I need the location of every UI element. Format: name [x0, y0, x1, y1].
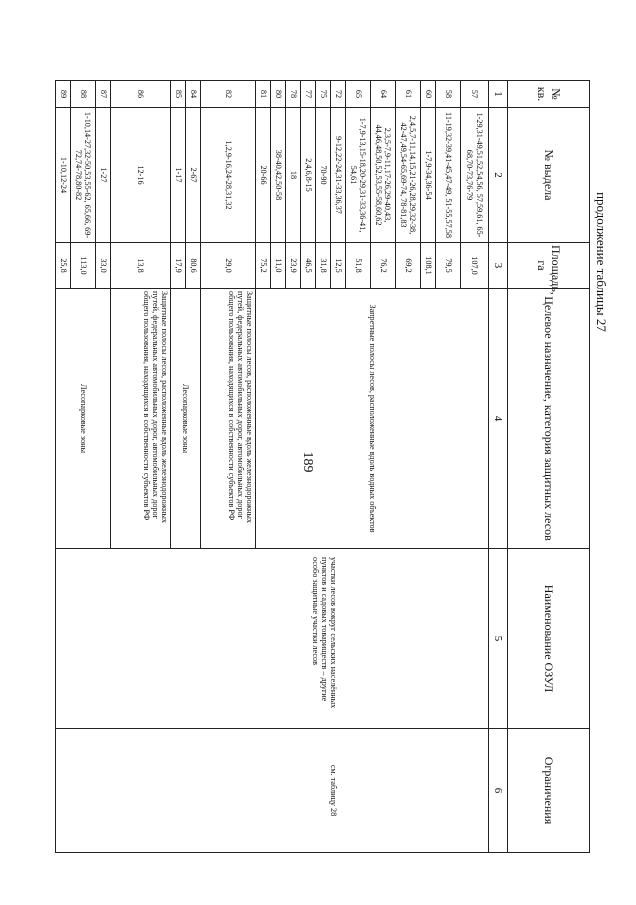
cell-vydel: 1-10,12-24 [56, 108, 71, 243]
cell-vydel: 1-17 [171, 108, 186, 243]
rotated-table-content [58, 80, 590, 852]
cell-kv: 81 [256, 81, 271, 108]
cell-purpose-water: Запретные полосы лесов, расположенные вдоль водных объектов [256, 289, 489, 549]
column-number: 5 [489, 549, 508, 729]
cell-area: 33,0 [96, 243, 111, 289]
table-frame [58, 80, 590, 852]
header-restrictions: Ограничения [508, 729, 590, 853]
cell-area: 25,8 [56, 243, 71, 289]
cell-area: 46,5 [301, 243, 316, 289]
header-area: Площадь, га [508, 243, 590, 289]
column-number: 3 [489, 243, 508, 289]
cell-purpose-park: Лесопарковые зоны [171, 289, 201, 549]
cell-kv: 87 [96, 81, 111, 108]
cell-kv: 84 [186, 81, 201, 108]
cell-kv: 88 [71, 81, 96, 108]
cell-vydel: 2,4,5,7-11,14,15,21-26,28,29,32-38, 42-47,49,54-65,69-74, 78-81,83 [396, 108, 421, 243]
cell-vydel: 12-16 [111, 108, 171, 243]
cell-area: 11,0 [271, 243, 286, 289]
cell-kv: 64 [371, 81, 396, 108]
cell-vydel: 11-19,32-39,41-45,47-49, 51-55,57,58 [436, 108, 461, 243]
cell-kv: 65 [346, 81, 371, 108]
cell-kv: 60 [421, 81, 436, 108]
cell-area: 23,9 [286, 243, 301, 289]
cell-vydel: 2,4,6,8-15 [301, 108, 316, 243]
cell-kv: 86 [111, 81, 171, 108]
header-purpose: Целевое назначение, категория защитных лесов [508, 289, 590, 549]
cell-vydel: 9-12,22-24,31-33,36,37 [331, 108, 346, 243]
cell-area: 107,0 [461, 243, 489, 289]
cell-vydel: 1,2,9-16,24-28,31,32 [201, 108, 256, 243]
cell-area: 29,0 [201, 243, 256, 289]
cell-area: 12,5 [331, 243, 346, 289]
cell-kv: 57 [461, 81, 489, 108]
cell-area: 113,0 [71, 243, 96, 289]
header-kv: № кв. [508, 81, 590, 108]
cell-ozul: участки лесов вокруг сельских населённых пунктов и садовых товариществ – другие особо защитные участки лесов [56, 549, 489, 729]
cell-kv: 80 [271, 81, 286, 108]
cell-vydel: 18 [286, 108, 301, 243]
cell-vydel: 70-90 [316, 108, 331, 243]
forest-table [55, 80, 590, 853]
cell-vydel: 38-40,42,50-58 [271, 108, 286, 243]
cell-vydel: 20-66 [256, 108, 271, 243]
cell-kv: 78 [286, 81, 301, 108]
cell-vydel: 1-7,9-34,36-54 [421, 108, 436, 243]
cell-restriction: см. таблицу 28 [56, 729, 489, 853]
header-ozul: Наименование ОЗУЛ [508, 549, 590, 729]
cell-kv: 82 [201, 81, 256, 108]
column-number: 2 [489, 108, 508, 243]
cell-kv: 77 [301, 81, 316, 108]
column-number: 6 [489, 729, 508, 853]
cell-area: 51,8 [346, 243, 371, 289]
cell-area: 79,5 [436, 243, 461, 289]
cell-vydel: 1-27 [96, 108, 111, 243]
cell-kv: 89 [56, 81, 71, 108]
cell-purpose-roads: Защитные полосы лесов, расположенные вдоль железнодорожных путей, федеральных автомобильных дорог, автомобильных дорог общего пользования, находящихся в собственности субъектов РФ [111, 289, 171, 549]
cell-kv: 75 [316, 81, 331, 108]
cell-purpose-roads: Защитные полосы лесов, расположенные вдоль железнодорожных путей, федеральных автомобильных дорог, автомобильных дорог общего пользования, находящихся в собственности субъектов РФ [201, 289, 256, 549]
column-number: 1 [489, 81, 508, 108]
cell-area: 76,2 [371, 243, 396, 289]
cell-area: 75,2 [256, 243, 271, 289]
cell-area: 13,8 [111, 243, 171, 289]
cell-kv: 61 [396, 81, 421, 108]
cell-area: 17,9 [171, 243, 186, 289]
header-vydel: № выдела [508, 108, 590, 243]
cell-vydel: 1-10,14-27,32-50,53,55-62, 65,66, 69-72,74-78,80-82 [71, 108, 96, 243]
cell-area: 31,8 [316, 243, 331, 289]
cell-kv: 58 [436, 81, 461, 108]
cell-purpose-park: Лесопарковые зоны [56, 289, 111, 549]
cell-vydel: 1-29,31-49,51,52,54,56, 57,59,61, 65-68,70-73,76-79 [461, 108, 489, 243]
cell-area: 69,2 [396, 243, 421, 289]
cell-area: 80,6 [186, 243, 201, 289]
column-number: 4 [489, 289, 508, 549]
cell-kv: 85 [171, 81, 186, 108]
cell-kv: 72 [331, 81, 346, 108]
cell-vydel: 2,3,5-7,9-11,17-26,29-40,43, 44,46,48,50,52,53,55-58,60,62 [371, 108, 396, 243]
cell-area: 108,1 [421, 243, 436, 289]
cell-vydel: 1-7,9-13,15-18,20-29,31-33,36-41, 54,61 [346, 108, 371, 243]
cell-vydel: 2-67 [186, 108, 201, 243]
